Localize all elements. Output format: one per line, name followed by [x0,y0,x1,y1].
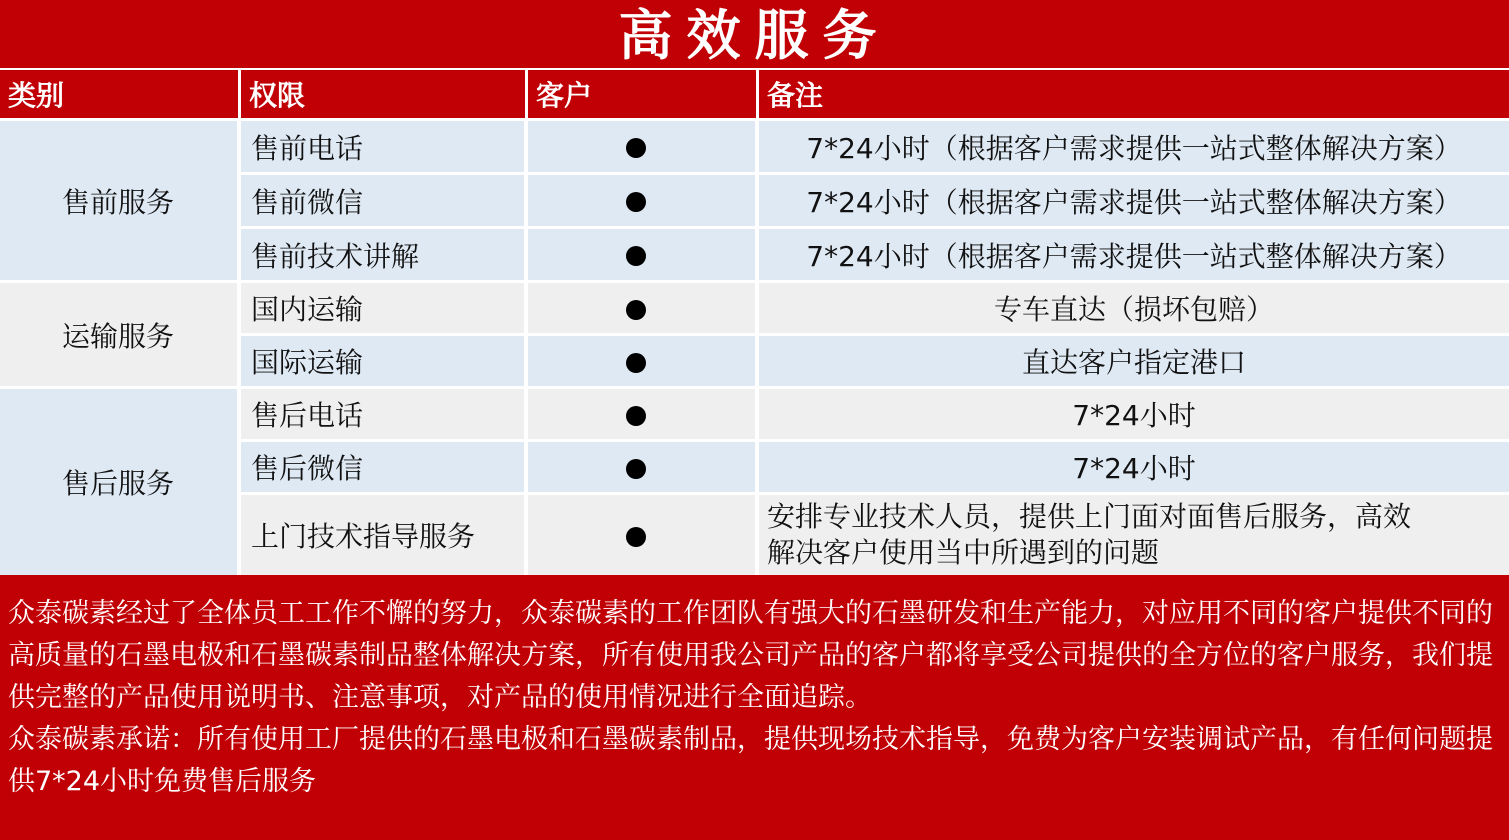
permission-cell: 售前技术讲解 [241,229,528,283]
note-cell: 7*24小时 [759,389,1509,442]
header-permission: 权限 [241,70,528,121]
table-row [0,389,1509,442]
note-cell [759,495,1509,578]
bullet-dot-icon [626,300,646,320]
note-cell: 专车直达（损坏包赔） [759,283,1509,336]
permission-cell: 上门技术指导服务 [241,495,528,578]
table-row [0,283,1509,336]
header-category: 类别 [0,70,241,121]
table-header-row [0,70,1509,121]
customer-cell [528,229,759,283]
permission-cell: 售后微信 [241,442,528,495]
note-cell: 7*24小时（根据客户需求提供一站式整体解决方案） [759,175,1509,229]
permission-cell: 售前电话 [241,121,528,175]
bullet-dot-icon [626,138,646,158]
customer-cell [528,389,759,442]
permission-cell: 国内运输 [241,283,528,336]
category-shipping: 运输服务 [0,283,241,389]
category-aftersale: 售后服务 [0,389,241,578]
note-cell: 直达客户指定港口 [759,336,1509,389]
customer-cell [528,495,759,578]
service-table [0,70,1509,578]
table-row [0,121,1509,175]
category-presale: 售前服务 [0,121,241,283]
note-cell: 7*24小时 [759,442,1509,495]
bullet-dot-icon [626,459,646,479]
description-section [0,575,1509,840]
customer-cell [528,175,759,229]
note-cell: 7*24小时（根据客户需求提供一站式整体解决方案） [759,229,1509,283]
bullet-dot-icon [626,406,646,426]
header-note: 备注 [759,70,1509,121]
page-title: 高效服务 [0,0,1509,68]
note-line: 安排专业技术人员，提供上门面对面售后服务，高效 [767,500,1412,533]
note-line: 解决客户使用当中所遇到的问题 [767,536,1160,569]
bullet-dot-icon [626,192,646,212]
bullet-dot-icon [626,527,646,547]
note-cell: 7*24小时（根据客户需求提供一站式整体解决方案） [759,121,1509,175]
customer-cell [528,336,759,389]
bullet-dot-icon [626,353,646,373]
permission-cell: 售后电话 [241,389,528,442]
description-paragraph: 众泰碳素经过了全体员工工作不懈的努力，众泰碳素的工作团队有强大的石墨研发和生产能力，对应用不同的客户提供不同的高质量的石墨电极和石墨碳素制品整体解决方案，所有使用我公司产品的客户都将享受公司提供的全方位的客户服务，我们提供完整的产品使用说明书、注意事项，对产品的使用情况进行全面追踪。 [8,598,1493,713]
customer-cell [528,442,759,495]
customer-cell [528,121,759,175]
promise-paragraph: 众泰碳素承诺：所有使用工厂提供的石墨电极和石墨碳素制品，提供现场技术指导，免费为客户安装调试产品，有任何问题提供7*24小时免费售后服务 [8,724,1493,797]
bullet-dot-icon [626,246,646,266]
permission-cell: 国际运输 [241,336,528,389]
customer-cell [528,283,759,336]
header-customer: 客户 [528,70,759,121]
permission-cell: 售前微信 [241,175,528,229]
